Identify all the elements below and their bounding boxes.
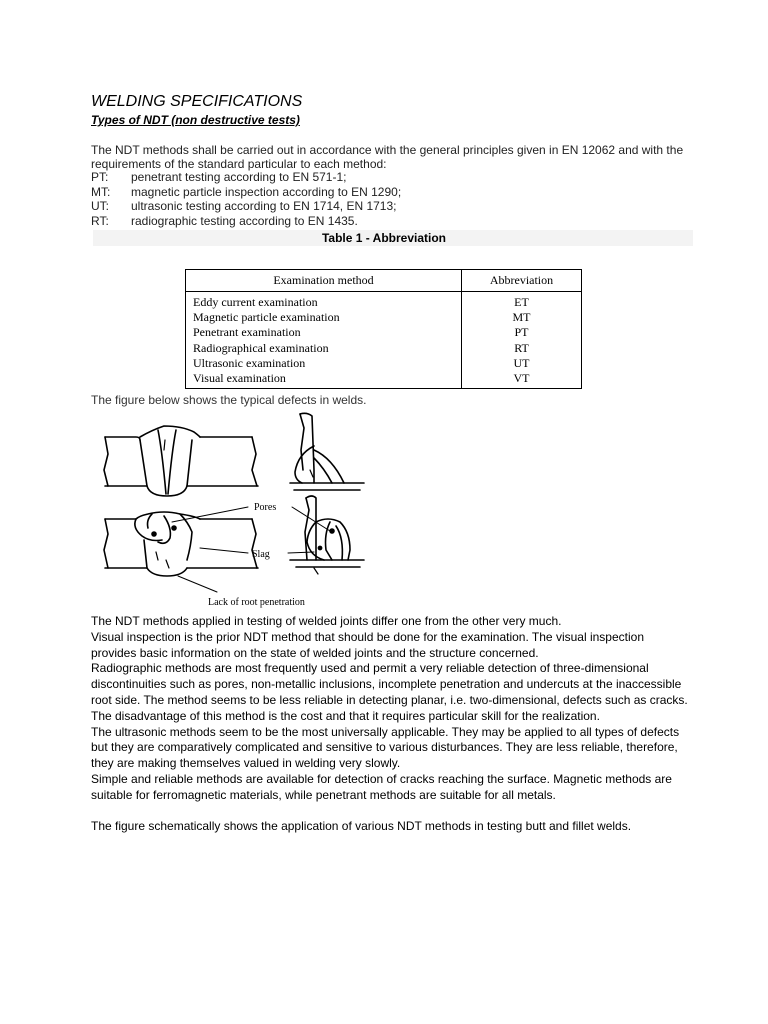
table-cell-method: Ultrasonic examination — [193, 355, 306, 370]
body-paragraph: Visual inspection is the prior NDT method that should be done for the examination. The visual inspection provides basic information on the state of welded joints and the structure concerned. — [91, 629, 644, 660]
body-paragraph: Simple and reliable methods are available for detection of cracks reaching the surface. Magnetic methods are suitable for ferromagnetic materials, while penetrant methods are suitable for all metals. — [91, 771, 672, 802]
section-subtitle: Types of NDT (non destructive tests) — [91, 113, 300, 127]
list-item — [91, 170, 401, 185]
ndt-methods-list — [91, 170, 401, 228]
list-item — [91, 199, 401, 214]
closing-paragraph: The figure schematically shows the application of various NDT methods in testing butt and fillet welds. — [91, 819, 632, 834]
column-header-abbreviation: Abbreviation — [462, 270, 582, 292]
method-text: penetrant testing according to EN 571-1; — [131, 170, 347, 184]
fillet-weld-defects — [290, 496, 364, 574]
fillet-weld-top — [290, 413, 364, 490]
table-caption: Table 1 - Abbreviation — [321, 231, 447, 245]
method-text: magnetic particle inspection according to EN 1290; — [131, 184, 402, 199]
method-code: PT: — [91, 170, 109, 184]
method-text: ultrasonic testing according to EN 1714, EN 1713; — [131, 199, 397, 213]
body-text — [91, 614, 691, 835]
butt-weld-defects — [104, 512, 258, 576]
table-cell-abbreviation: MT — [512, 310, 531, 325]
label-lack-of-root-penetration: Lack of root penetration — [208, 597, 305, 608]
table-cell-abbreviation: VT — [513, 371, 530, 386]
label-pores: Pores — [254, 502, 277, 513]
abbreviation-cell — [462, 292, 582, 389]
table-header-row — [186, 270, 582, 292]
method-text: radiographic testing according to EN 1435. — [131, 213, 358, 228]
list-item — [91, 214, 401, 229]
table-cell-abbreviation: RT — [514, 340, 529, 355]
method-code: MT: — [91, 184, 111, 199]
list-item — [91, 185, 401, 200]
body-paragraph: Radiographic methods are most frequently used and permit a very reliable detection of three-dimensional discontinuities such as pores, non-metallic inclusions, incomplete penetration and undercuts at the inaccessible root side. The method seems to be less reliable in detecting planar, i.e. two-dimensional, defects such as cracks. The disadvantage of this method is the cost and that it requires particular skill for the realization. — [91, 661, 688, 723]
method-code: RT: — [91, 213, 109, 228]
table-body-row — [186, 292, 582, 389]
label-slag: Slag — [252, 549, 270, 560]
paragraph-spacer — [91, 804, 691, 820]
butt-weld-top — [104, 426, 258, 496]
weld-defects-figure — [92, 410, 382, 610]
abbreviation-table — [185, 269, 582, 389]
table-cell-abbreviation: PT — [514, 325, 529, 340]
table-cell-method: Magnetic particle examination — [193, 310, 340, 325]
figure-caption: The figure below shows the typical defects in welds. — [91, 393, 367, 407]
column-header-method: Examination method — [186, 270, 462, 292]
method-cell — [186, 292, 462, 389]
body-paragraph: The NDT methods applied in testing of welded joints differ one from the other very much. — [91, 614, 562, 628]
table-cell-method: Penetrant examination — [193, 325, 301, 340]
page-title: WELDING SPECIFICATIONS — [91, 93, 303, 110]
table-cell-abbreviation: ET — [514, 295, 529, 309]
table-cell-method: Radiographical examination — [193, 340, 329, 355]
intro-paragraph: The NDT methods shall be carried out in accordance with the general principles given in EN 12062 and with the requirements of the standard particular to each method: — [91, 143, 684, 172]
method-code: UT: — [91, 199, 109, 213]
table-cell-method: Eddy current examination — [193, 295, 318, 309]
table-cell-abbreviation: UT — [513, 355, 530, 370]
table-cell-method: Visual examination — [193, 371, 286, 386]
body-paragraph: The ultrasonic methods seem to be the most universally applicable. They may be applied to all types of defects but they are comparatively complicated and sensitive to various disturbances. They are less reliable, therefore, they are making themselves valued in welding very slowly. — [91, 724, 680, 771]
